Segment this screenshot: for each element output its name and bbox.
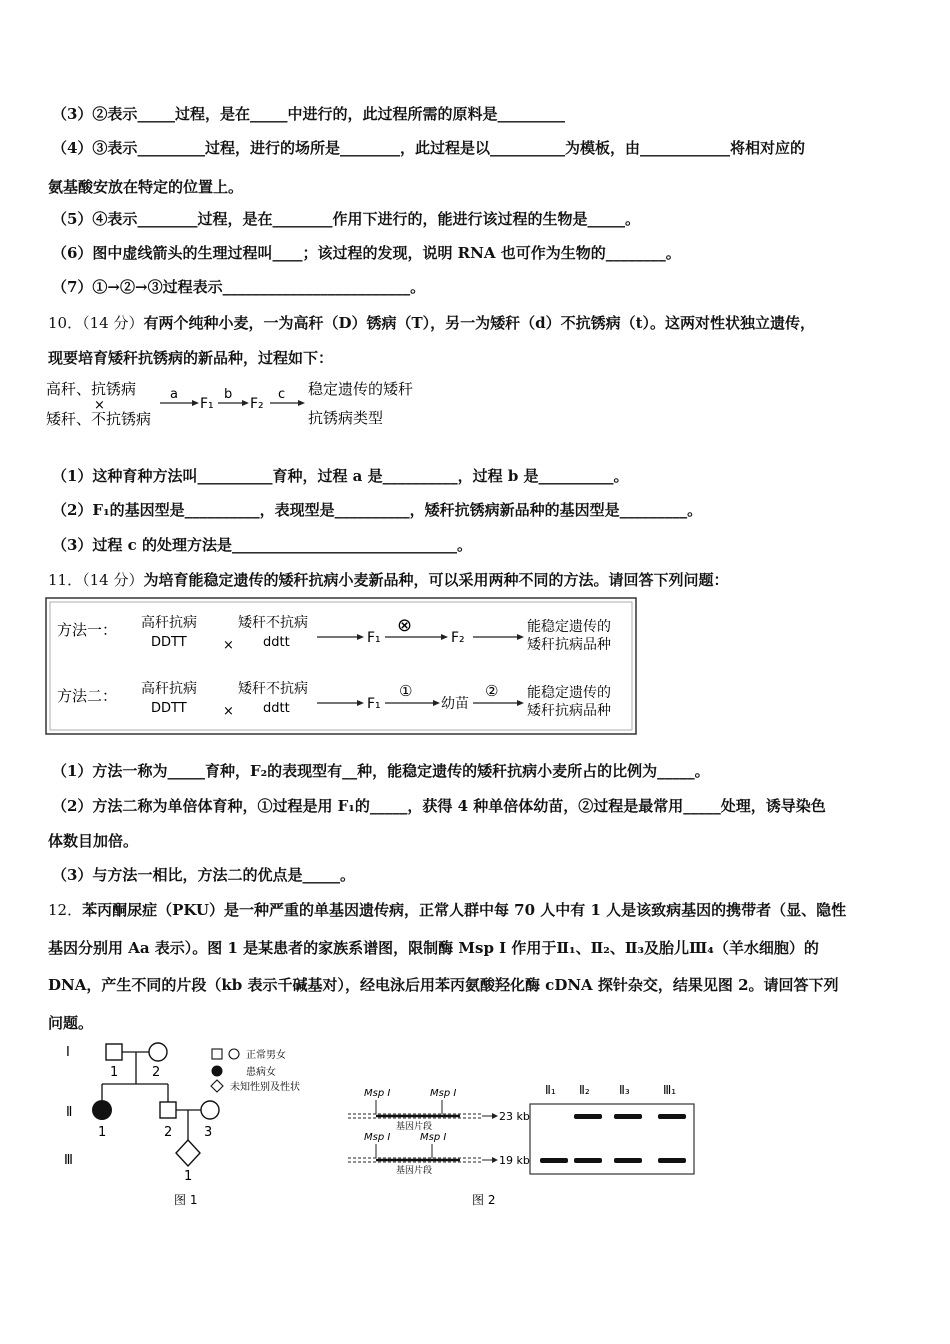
parent-tall-resistant: 高秆、抗锈病 [46, 380, 137, 398]
I1-male-normal [106, 1044, 122, 1060]
step1-symbol: ① [399, 682, 413, 700]
m1-DDTT: DDTT [151, 635, 187, 650]
II1-number: 1 [98, 1125, 107, 1140]
figure1-caption: 图 1 [174, 1193, 198, 1207]
msp-site-4: Msp Ⅰ [420, 1132, 447, 1143]
m2-cross: × [223, 704, 234, 719]
msp-site-3: Msp Ⅰ [364, 1132, 391, 1143]
II2-number: 2 [164, 1125, 173, 1140]
m2-short-nonresistant: 矮秆不抗病 [238, 681, 308, 697]
q12-stem-text: 苯丙酮尿症（PKU）是一种严重的单基因遗传病，正常人群中每 70 人中有 1 人是该致病基因的携带者（显、隐性 [82, 901, 847, 919]
result-line2: 抗锈病类型 [308, 409, 384, 427]
q11-stem-text: 为培育能稳定遗传的矮秆抗病小麦新品种，可以采用两种不同的方法。请回答下列问题： [143, 571, 729, 589]
I1-number: 1 [110, 1065, 119, 1080]
m2-f1: F₁ [367, 696, 381, 712]
legend-normal: 正常男女 [246, 1050, 286, 1061]
q11-number: 11．（14 分） [48, 571, 144, 589]
parent-short-nonresistant: 矮秆、不抗锈病 [46, 410, 152, 428]
msp-site-2: Msp Ⅰ [430, 1088, 457, 1099]
II1-female-affected [92, 1100, 112, 1120]
m2-tall-resistant: 高秆抗病 [141, 681, 197, 697]
m2-result-line1: 能稳定遗传的 [527, 685, 611, 701]
process-a-label: a [170, 387, 178, 402]
q11-stem [48, 569, 728, 590]
m2-DDTT: DDTT [151, 701, 187, 716]
method2-label: 方法二： [57, 687, 118, 705]
process-c-label: c [278, 387, 286, 402]
m1-f2: F₂ [451, 630, 465, 646]
step2-symbol: ② [485, 682, 499, 700]
III1-number: 1 [184, 1169, 193, 1184]
m1-tall-resistant: 高秆抗病 [141, 615, 197, 631]
m2-ddtt: ddtt [263, 701, 290, 716]
m1-result-line2: 矮秆抗病品种 [527, 637, 611, 653]
q10-number: 10．（14 分） [48, 314, 144, 332]
q9-part5: （5）④表示________过程，是在________作用下进行的，能进行该过程的生物是_____。 [52, 210, 640, 228]
band-lane2-19kb [574, 1158, 602, 1163]
pedigree-figure [62, 1038, 352, 1213]
band-lane4-23kb [658, 1114, 686, 1119]
q10-stem-line1 [48, 312, 815, 333]
m1-f1: F₁ [367, 630, 381, 646]
I2-female-normal [149, 1043, 167, 1061]
q11-part3: （3）与方法一相比，方法二的优点是_____。 [52, 866, 355, 884]
electrophoresis-figure [342, 1074, 702, 1214]
m1-short-nonresistant: 矮秆不抗病 [238, 615, 308, 631]
q10-part1: （1）这种育种方法叫__________育种，过程 a 是__________，过程 b 是__________。 [52, 467, 629, 485]
q12-stem-line4: 问题。 [48, 1014, 94, 1032]
method1-label: 方法一： [57, 621, 118, 639]
generation-I-label: Ⅰ [66, 1045, 70, 1060]
I2-number: 2 [152, 1065, 161, 1080]
band-lane1-19kb [540, 1158, 568, 1163]
legend-affected: 患病女 [246, 1067, 276, 1078]
q11-part1: （1）方法一称为_____育种，F₂的表现型有__种，能稳定遗传的矮秆抗病小麦所占的比例为_____。 [52, 762, 710, 780]
seedling-label: 幼苗 [441, 696, 469, 712]
legend-unknown: 未知性别及性状 [230, 1082, 300, 1093]
kb23-label: 23 kb [499, 1110, 530, 1123]
two-methods-diagram [45, 597, 637, 735]
q10-stem-text: 有两个纯种小麦，一为高秆（D）锈病（T），另一为矮秆（d）不抗锈病（t）。这两对性状独立遗传， [143, 314, 816, 332]
II3-female-normal [201, 1101, 219, 1119]
figure2-caption: 图 2 [472, 1193, 496, 1207]
q11-part2-line1: （2）方法二称为单倍体育种，①过程是用 F₁的_____，获得 4 种单倍体幼苗，②过程是最常用_____处理，诱导染色 [52, 797, 826, 815]
lane-label-3: Ⅱ₃ [619, 1083, 630, 1097]
m1-result-line1: 能稳定遗传的 [527, 619, 611, 635]
q9-part6: （6）图中虚线箭头的生理过程叫____；该过程的发现，说明 RNA 也可作为生物的________。 [52, 244, 681, 262]
band-lane3-19kb [614, 1158, 642, 1163]
q11-part2-line2: 体数目加倍。 [48, 832, 139, 850]
q10-part3: （3）过程 c 的处理方法是______________________________。 [52, 536, 473, 554]
q10-part2: （2）F₁的基因型是__________，表现型是__________，矮秆抗锈病新品种的基因型是_________。 [52, 501, 703, 519]
q9-part4-line2: 氨基酸安放在特定的位置上。 [48, 178, 244, 196]
band-lane4-19kb [658, 1158, 686, 1163]
generation-III-label: Ⅲ [64, 1153, 73, 1168]
band-lane3-23kb [614, 1114, 642, 1119]
m2-result-line2: 矮秆抗病品种 [527, 703, 611, 719]
q9-part4-line1: （4）③表示_________过程，进行的场所是________，此过程是以__________为模板，由____________将相对应的 [52, 139, 805, 157]
gene-fragment-label-2: 基因片段 [396, 1166, 433, 1176]
lane-label-2: Ⅱ₂ [579, 1083, 590, 1097]
III1-unknown-fetus [176, 1140, 200, 1166]
q12-number: 12． [48, 901, 83, 919]
f1-label: F₁ [200, 396, 214, 412]
f2-label: F₂ [250, 396, 264, 412]
q12-stem-line1 [48, 899, 846, 920]
m1-cross: × [223, 638, 234, 653]
band-lane2-23kb [574, 1114, 602, 1119]
lane-label-4: Ⅲ₁ [663, 1083, 677, 1097]
q9-part3: （3）②表示_____过程，是在_____中进行的，此过程所需的原料是_________ [52, 105, 565, 123]
process-b-label: b [224, 387, 233, 402]
q12-stem-line2: 基因分别用 Aa 表示）。图 1 是某患者的家族系谱图，限制酶 Msp I 作用于Ⅱ₁、Ⅱ₂、Ⅱ₃及胎儿Ⅲ₄（羊水细胞）的 [48, 939, 819, 957]
lane-label-1: Ⅱ₁ [545, 1083, 556, 1097]
cross-symbol: × [94, 398, 105, 413]
m1-ddtt: ddtt [263, 635, 290, 650]
result-line1: 稳定遗传的矮秆 [308, 380, 414, 398]
II2-male-normal [160, 1102, 176, 1118]
q9-part7: （7）①→②→③过程表示_________________________。 [52, 278, 426, 296]
gene-fragment-label-1: 基因片段 [396, 1122, 433, 1132]
kb19-label: 19 kb [499, 1154, 530, 1167]
II3-number: 3 [204, 1125, 213, 1140]
q12-stem-line3: DNA，产生不同的片段（kb 表示千碱基对），经电泳后用苯丙氨酸羟化酶 cDNA 探针杂交，结果见图 2。请回答下列 [48, 976, 839, 994]
breeding-process-diagram [44, 376, 444, 432]
msp-site-1: Msp Ⅰ [364, 1088, 391, 1099]
q10-stem-line2: 现要培育矮秆抗锈病的新品种，过程如下： [48, 349, 334, 367]
generation-II-label: Ⅱ [66, 1105, 73, 1120]
selfing-symbol: ⊗ [397, 615, 413, 636]
